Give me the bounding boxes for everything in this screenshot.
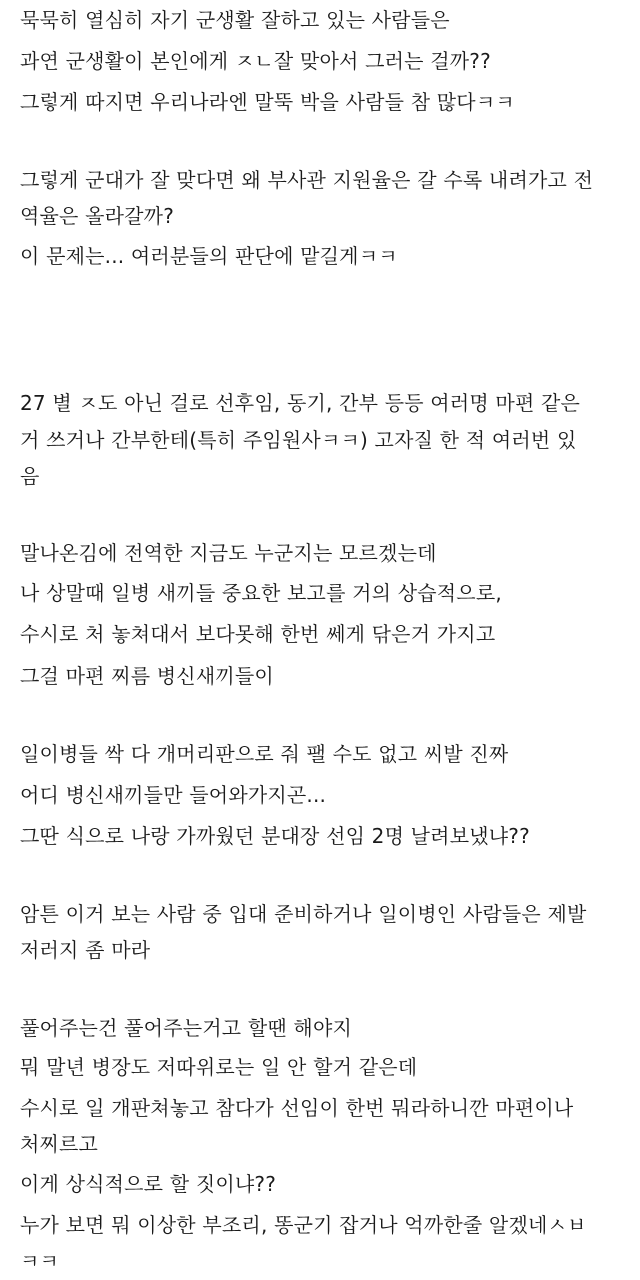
text-line: 암튼 이거 보는 사람 중 입대 준비하거나 일이병인 사람들은 제발 <box>20 902 587 926</box>
text-line: 말나온김에 전역한 지금도 누군지는 모르겠는데 <box>20 541 437 565</box>
text-line: 그렇게 군대가 잘 맞다면 왜 부사관 지원율은 갈 수록 내려가고 전 <box>20 168 594 192</box>
text-line: 그딴 식으로 나랑 가까웠던 분대장 선임 2명 날려보냈냐?? <box>20 824 530 848</box>
text-line: 과연 군생활이 본인에게 ㅈㄴ잘 맞아서 그러는 걸까?? <box>20 49 491 73</box>
text-line: 일이병들 싹 다 개머리판으로 줘 팰 수도 없고 씨발 진짜 <box>20 742 509 766</box>
text-line: 역율은 올라갈까? <box>20 204 175 228</box>
text-line: 이게 상식적으로 할 짓이냐?? <box>20 1172 277 1196</box>
text-line: ㅋㅋ <box>20 1249 60 1273</box>
text-line: 뭐 말년 병장도 저따위로는 일 안 할거 같은데 <box>20 1055 418 1079</box>
text-line: 그걸 마편 찌름 병신새끼들이 <box>20 664 274 688</box>
text-line: 누가 보면 뭐 이상한 부조리, 똥군기 잡거나 억까한줄 알겠네ㅅㅂ <box>20 1213 587 1237</box>
text-line: 이 문제는... 여러분들의 판단에 맡길게ㅋㅋ <box>20 244 398 268</box>
text-line: 거 쓰거나 간부한테(특히 주임원사ㅋㅋ) 고자질 한 적 여러번 있 <box>20 428 577 452</box>
text-line: 수시로 처 놓쳐대서 보다못해 한번 쎄게 닦은거 가지고 <box>20 622 496 646</box>
text-line: 나 상말때 일병 새끼들 중요한 보고를 거의 상습적으로, <box>20 581 502 605</box>
text-line: 27 별 ㅈ도 아닌 걸로 선후임, 동기, 간부 등등 여러명 마편 같은 <box>20 391 581 415</box>
text-line: 수시로 일 개판쳐놓고 참다가 선임이 한번 뭐라하니깐 마편이나 <box>20 1096 574 1120</box>
text-line: 처찌르고 <box>20 1132 99 1156</box>
text-line: 저러지 좀 마라 <box>20 938 151 962</box>
text-line: 어디 병신새끼들만 들어와가지곤... <box>20 783 327 807</box>
text-line: 음 <box>20 464 40 488</box>
text-line: 풀어주는건 풀어주는거고 할땐 해야지 <box>20 1016 352 1040</box>
text-line: 묵묵히 열심히 자기 군생활 잘하고 있는 사람들은 <box>20 8 450 32</box>
text-line: 그렇게 따지면 우리나라엔 말뚝 박을 사람들 참 많다ㅋㅋ <box>20 90 515 114</box>
